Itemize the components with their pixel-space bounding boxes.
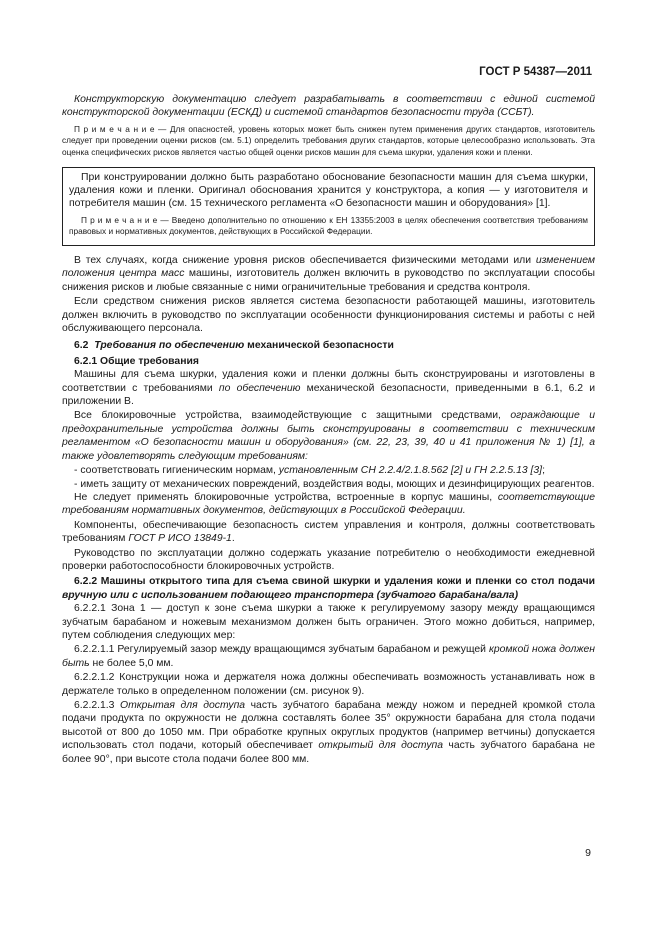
section-6-2-1-heading: 6.2.1 Общие требования [74, 355, 199, 367]
paragraph-10: 6.2.2.1.2 Конструкции ножа и держателя ножа должны обеспечивать возможность устанавливать нож в держателе только в определенном положении (см. рисунок 9). [62, 672, 595, 697]
list-item-2: - иметь защиту от механических повреждений, воздействия воды, моющих и дезинфицирующих реагентов. [74, 478, 595, 490]
box-note: П р и м е ч а н и е — Введено дополнительно по отношению к ЕН 13355:2003 в целях обеспечения соответствия требованиям правовых и нормативных документов, действующих в Российской Федерации. [69, 214, 588, 237]
list-item-1: - соответствовать гигиеническим нормам, установленным СН 2.2.4/2.1.8.562 [2] и ГН 2.2.5.13 [3]; [74, 465, 545, 477]
paragraph-3: Машины для съема шкурки, удаления кожи и пленки должны быть сконструированы и изготовлены в соответствии с требованиями по обеспечению механической безопасности, приведенными в 6.1, 6.2 и приложении В. [62, 369, 596, 408]
intro-paragraph: Конструкторскую документацию следует разрабатывать в соответствии с единой системой конструкторской документации (ЕСКД) и системой стандартов безопасности труда (ССБТ). [62, 94, 595, 119]
paragraph-6: Компоненты, обеспечивающие безопасность систем управления и контроля, должны соответствовать требованиям ГОСТ Р ИСО 13849-1. [62, 519, 595, 545]
paragraph-8: 6.2.2.1 Зона 1 — доступ к зоне съема шкурки а также к регулируемому зазору между вращающимся зубчатым барабаном и ножевым механизмом должен быть ограничен. Этого можно добиться, например, путем соблюдения следующих мер: [62, 603, 595, 641]
paragraph-2: Если средством снижения рисков является система безопасности работающей машины, изготовитель должен включить в руководство по эксплуатации особенности функционирования системы и работы с ней обслуживающего персонала. [62, 296, 595, 335]
paragraph-1: В тех случаях, когда снижение уровня рисков обеспечивается физическими методами или изменением положения центра масс машины, изготовитель должен включить в руководство по эксплуатации способы снижения рисков и любые связанные с ними ограничительные требования и средства контроля. [62, 255, 595, 293]
page-content [62, 93, 595, 767]
paragraph-9: 6.2.2.1.1 Регулируемый зазор между вращающимся зубчатым барабаном и режущей кромкой ножа должен быть не более 5,0 мм. [62, 644, 595, 669]
page-number: 9 [585, 847, 591, 859]
paragraph-4: Все блокировочные устройства, взаимодействующие с защитными средствами, ограждающие и предохранительные устройства должны быть сконструированы в соответствии с техническим регламентом «О безопасности машин и оборудования» (см. 22, 23, 39, 40 и 41 приложения № 1) [1], а также удовлетворять следующим требованиям: [62, 410, 595, 462]
box-paragraph: При конструировании должно быть разработано обоснование безопасности машин для съема шкурки, удаления кожи и пленки. Оригинал обоснования хранится у конструктора, а копия — у изготовителя и потребителя машин (см. 15 технического регламента «О безопасности машин и оборудования» [1]. [69, 171, 588, 210]
paragraph-7: Руководство по эксплуатации должно содержать указание потребителю о необходимости ежедневной проверки работоспособности блокировочных устройств. [62, 547, 595, 572]
amendment-box [62, 167, 595, 246]
paragraph-11: 6.2.2.1.3 Открытая для доступа часть зубчатого барабана между ножом и передней кромкой стола подачи продукта по окружности не должна составлять более 35° окружности барабана для стола подачи высотой от 800 до 1050 мм. При обработке крупных округлых продуктов (например ветчины) допускается использовать стол подачи, который обеспечивает открытый для доступа часть зубчатого барабана не более 90°, при высоте стола подачи более 800 мм. [62, 700, 595, 765]
document-header: ГОСТ Р 54387—2011 [479, 66, 592, 78]
section-6-2-heading: 6.2 Требования по обеспечению механической безопасности [74, 340, 394, 352]
paragraph-5: Не следует применять блокировочные устройства, встроенные в корпус машины, соответствующие требованиям нормативных документов, действующих в Российской Федерации. [62, 491, 595, 517]
section-6-2-2-heading: 6.2.2 Машины открытого типа для съема свиной шкурки и удаления кожи и пленки со стол подачи вручную или с использованием подающего транспортера (зубчатого барабана/вала) [62, 576, 595, 601]
note-1: П р и м е ч а н и е — Для опасностей, уровень которых может быть снижен путем применения других стандартов, изготовитель следует при проведении оценки рисков (см. 5.1) определить требования других стандартов, которые целесообразно использовать. Эта оценка специфических рисков является частью общей оценки рисков машин для съема шкурки, удаления кожи и пленки. [62, 123, 596, 157]
